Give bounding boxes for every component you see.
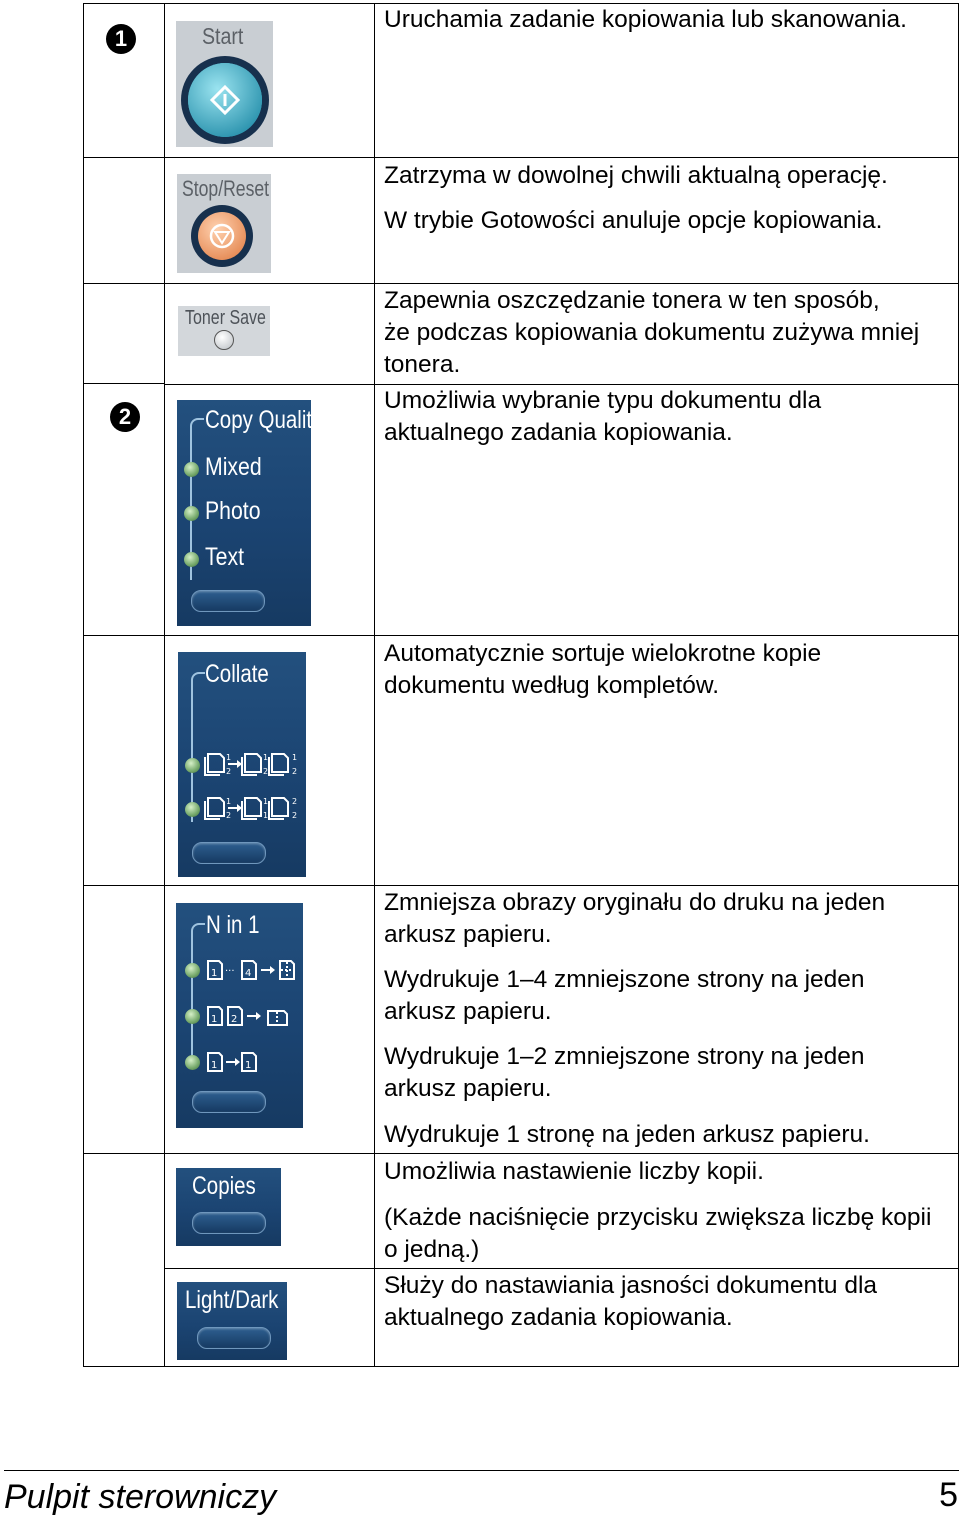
- stop-reset-label: Stop/Reset: [182, 176, 270, 201]
- svg-text:2: 2: [231, 1014, 238, 1025]
- start-label: Start: [202, 23, 244, 49]
- collate-panel: [178, 652, 306, 877]
- collate-sorted-icon: [204, 748, 304, 780]
- n-in-1-1up-icon: [206, 1049, 300, 1077]
- stop-reset-button[interactable]: [190, 204, 254, 268]
- svg-text:1: 1: [245, 1060, 252, 1071]
- copy-quality-description-1: Umożliwia wybranie typu dokumentu dla: [384, 387, 822, 414]
- n-in-1-description-7: Wydrukuje 1 stronę na jeden arkusz papieru.: [384, 1121, 870, 1148]
- option-text: Text: [205, 543, 244, 571]
- copies-description-2: (Każde naciśnięcie przycisku zwiększa liczbę kopii: [384, 1204, 932, 1231]
- copies-label: Copies: [192, 1172, 256, 1200]
- svg-text:1: 1: [263, 797, 269, 806]
- copy-quality-button[interactable]: [191, 590, 265, 612]
- light-dark-label: Light/Dark: [185, 1286, 279, 1314]
- svg-text:4: 4: [245, 968, 252, 979]
- copies-description-3: o jedną.): [384, 1236, 480, 1263]
- svg-text:1: 1: [263, 811, 269, 820]
- svg-text:2: 2: [226, 767, 232, 776]
- footer-title: Pulpit sterowniczy: [4, 1478, 277, 1516]
- light-dark-description-1: Służy do nastawiania jasności dokumentu dla: [384, 1272, 878, 1299]
- svg-text:1: 1: [211, 1014, 218, 1025]
- svg-text:2: 2: [292, 767, 298, 776]
- light-dark-button[interactable]: [197, 1327, 271, 1349]
- stop-reset-description-2: W trybie Gotowości anuluje opcje kopiowania.: [384, 207, 883, 234]
- start-button[interactable]: [179, 54, 271, 146]
- svg-text:1: 1: [226, 797, 232, 806]
- svg-text:2: 2: [226, 811, 232, 820]
- copy-quality-description-2: aktualnego zadania kopiowania.: [384, 419, 733, 446]
- toner-save-button[interactable]: [214, 330, 234, 350]
- led-indicator: [185, 802, 200, 817]
- svg-text:1: 1: [211, 968, 218, 979]
- n-in-1-2up-icon: [206, 1003, 300, 1031]
- n-in-1-4up-icon: [206, 957, 300, 985]
- start-description: Uruchamia zadanie kopiowania lub skanowania.: [384, 6, 907, 33]
- svg-text:2: 2: [292, 797, 298, 806]
- collate-unsorted-icon: [204, 792, 304, 824]
- svg-text:···: ···: [225, 966, 235, 977]
- footer-rule: [4, 1470, 959, 1471]
- svg-text:1: 1: [292, 753, 298, 762]
- copy-quality-panel: [177, 400, 323, 626]
- n-in-1-description-4: arkusz papieru.: [384, 998, 552, 1025]
- svg-text:2: 2: [263, 767, 269, 776]
- svg-text:2: 2: [292, 811, 298, 820]
- led-indicator: [185, 1009, 200, 1024]
- n-in-1-description-3: Wydrukuje 1–4 zmniejszone strony na jeden: [384, 966, 865, 993]
- copies-description-1: Umożliwia nastawienie liczby kopii.: [384, 1158, 764, 1185]
- n-in-1-description-1: Zmniejsza obrazy oryginału do druku na jeden: [384, 889, 886, 916]
- section-marker-1: 1: [106, 24, 136, 54]
- toner-save-description-1: Zapewnia oszczędzanie tonera w ten sposób,: [384, 287, 880, 314]
- section-marker-2: 2: [110, 402, 140, 432]
- n-in-1-description-6: arkusz papieru.: [384, 1075, 552, 1102]
- copies-button[interactable]: [192, 1212, 266, 1234]
- toner-save-description-2: że podczas kopiowania dokumentu zużywa mniej: [384, 319, 920, 346]
- n-in-1-button[interactable]: [192, 1091, 266, 1113]
- n-in-1-label: N in 1: [206, 911, 260, 939]
- led-indicator: [185, 758, 200, 773]
- svg-text:1: 1: [263, 753, 269, 762]
- start-control: [176, 21, 273, 147]
- toner-save-description-3: tonera.: [384, 351, 461, 378]
- toner-save-control: [178, 306, 270, 356]
- led-indicator: [185, 1055, 200, 1070]
- collate-description-1: Automatycznie sortuje wielokrotne kopie: [384, 640, 822, 667]
- collate-button[interactable]: [192, 842, 266, 864]
- svg-text:1: 1: [211, 1060, 218, 1071]
- option-photo: Photo: [205, 497, 261, 525]
- led-indicator: [184, 506, 199, 521]
- led-indicator: [184, 552, 199, 567]
- option-mixed: Mixed: [205, 453, 262, 481]
- n-in-1-description-2: arkusz papieru.: [384, 921, 552, 948]
- svg-text:1: 1: [226, 753, 232, 762]
- copies-panel: [176, 1168, 281, 1246]
- led-indicator: [185, 963, 200, 978]
- n-in-1-panel: [176, 903, 303, 1128]
- collate-label: Collate: [205, 660, 269, 688]
- light-dark-description-2: aktualnego zadania kopiowania.: [384, 1304, 733, 1331]
- copy-quality-label: Copy Quality: [205, 406, 323, 434]
- light-dark-panel: [177, 1282, 287, 1360]
- collate-description-2: dokumentu według kompletów.: [384, 672, 720, 699]
- toner-save-label: Toner Save: [185, 307, 266, 329]
- led-indicator: [184, 462, 199, 477]
- stop-reset-control: [177, 174, 271, 273]
- page-number: 5: [939, 1476, 958, 1514]
- stop-reset-description-1: Zatrzyma w dowolnej chwili aktualną operację.: [384, 162, 888, 189]
- n-in-1-description-5: Wydrukuje 1–2 zmniejszone strony na jeden: [384, 1043, 865, 1070]
